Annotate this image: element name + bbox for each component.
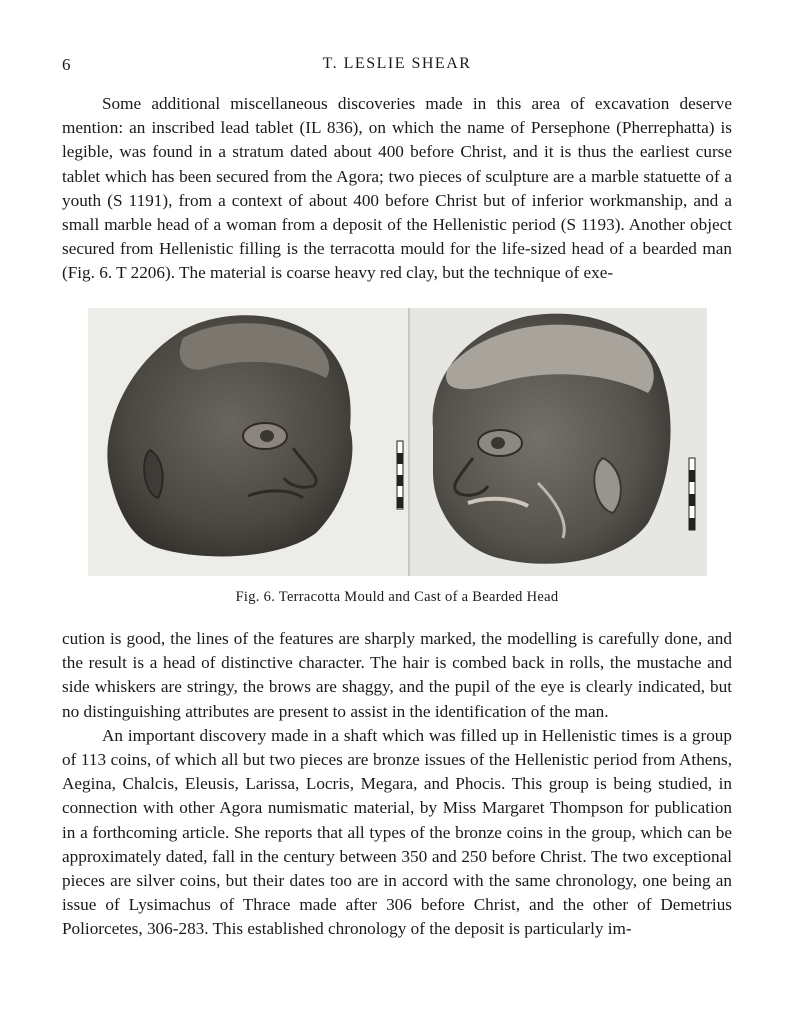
scale-bar-right xyxy=(689,458,695,530)
body-text-top xyxy=(62,92,732,286)
body-text-bottom xyxy=(62,627,732,942)
paragraph: An important discovery made in a shaft which was filled up in Hellenistic times is a group of 113 coins, of which all but two pieces are bronze issues of the Hellenistic period from Athens, Aegina, Chalcis, Eleusis, Larissa, Locris, Megara, and Phocis. This group is being studied, in connection with other Agora numismatic material, by Miss Margaret Thompson for publication in a forthcoming article. She reports that all types of the bronze coins in the group, which can be approximately dated, fall in the century between 350 and 250 before Christ. The two exceptional pieces are silver coins, but their dates too are in accord with the same chronology, one being an issue of Lysimachus of Thrace made after 306 before Christ, and the other of Demetrius Poliorcetes, 306-283. This established chronology of the deposit is particularly im- xyxy=(62,725,732,939)
figure-photograph xyxy=(88,308,707,576)
cast-image xyxy=(433,314,671,564)
running-head: T. LESLIE SHEAR xyxy=(322,55,472,72)
scale-bar-left xyxy=(397,441,403,509)
paragraph: Some additional miscellaneous discoveries made in this area of excavation deserve mention: an inscribed lead tablet (IL 836), on which the name of Persephone (Pherrephatta) is legible, was found in a stratum dated about 400 before Christ, and it is thus the earliest curse tablet which has been secured from the Agora; two pieces of sculpture are a marble statuette of a youth (S 1191), from a context of about 400 before Christ but of inferior workmanship, and a small marble head of a woman from a deposit of the Hellenistic period (S 1193). Another object secured from Hellenistic filling is the terracotta mould for the life-sized head of a bearded man (Fig. 6. T 2206). The material is coarse heavy red clay, but the technique of exe- xyxy=(62,94,732,283)
page-number: 6 xyxy=(62,55,71,74)
paragraph: cution is good, the lines of the features are sharply marked, the modelling is carefully done, and the result is a head of distinctive character. The hair is combed back in rolls, the mustache and side whiskers are stringy, the brows are shaggy, and the pupil of the eye is clearly indicated, but no distinguishing attributes are present to assist in the identification of the man. xyxy=(62,629,732,721)
terracotta-heads-photo xyxy=(88,308,707,576)
figure-caption: Fig. 6. Terracotta Mould and Cast of a Bearded Head xyxy=(235,589,559,605)
